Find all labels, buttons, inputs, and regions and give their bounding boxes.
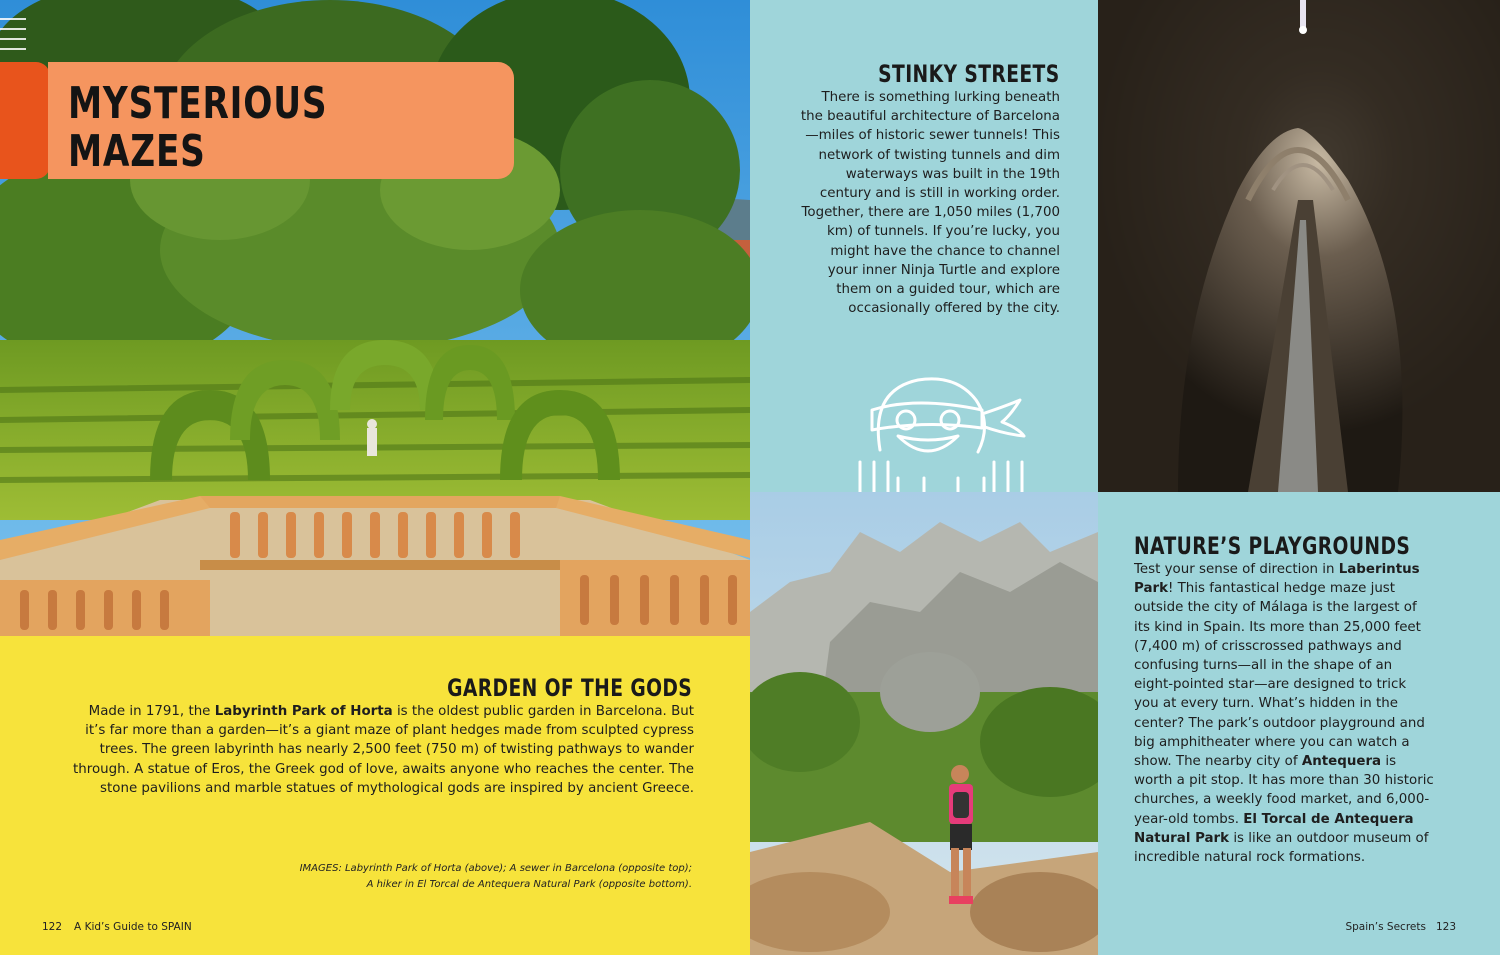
- image-caption: [300, 861, 692, 893]
- stinky-body: There is something lurking beneath the beautiful architecture of Barcelona—miles of historic sewer tunnels! This network of twisting tunnels and dim waterways was built in the 19th century and is still in working order. Together, there are 1,050 miles (1,700 km) of tunnels. If you’re lucky, you might have the chance to channel your inner Ninja Turtle and explore them on a guided tour, which are occasionally offered by the city.: [800, 90, 1060, 317]
- hiker-photo: [750, 492, 1098, 955]
- garden-panel: [0, 636, 750, 955]
- stinky-panel: [750, 0, 1098, 492]
- antequera-link: Antequera: [1301, 754, 1382, 770]
- caption-line-2: A hiker in El Torcal de Antequera Natural Park (opposite bottom).: [366, 879, 692, 890]
- garden-heading: GARDEN OF THE GODS: [446, 674, 692, 702]
- stinky-heading: STINKY STREETS: [878, 60, 1060, 88]
- page-title: MYSTERIOUS MAZES: [68, 78, 328, 177]
- left-footer: [42, 921, 192, 933]
- torcal-park-link: El Torcal de Antequera Natural Park: [1134, 811, 1414, 846]
- section-title: Spain’s Secrets: [1345, 921, 1426, 933]
- labyrinth-park-link: Labyrinth Park of Horta: [214, 704, 393, 719]
- right-footer: [1345, 921, 1456, 933]
- ninja-turtle-icon: [806, 370, 1046, 504]
- caption-line-1: IMAGES: Labyrinth Park of Horta (above); A sewer in Barcelona (opposite top);: [299, 863, 692, 874]
- left-page-number: 122: [42, 921, 63, 933]
- nature-panel: [1098, 492, 1500, 955]
- sewer-image: [1098, 0, 1500, 492]
- sewer-photo: [1098, 0, 1500, 492]
- title-box: [48, 62, 514, 179]
- nature-heading: NATURE’S PLAYGROUNDS: [1134, 532, 1411, 560]
- book-title: A Kid’s Guide to SPAIN: [74, 921, 192, 933]
- title-tab: [0, 62, 50, 179]
- torcal-hiker-image: [750, 492, 1098, 955]
- nature-body: Test your sense of direction in Laberintus Park! This fantastical hedge maze just outside the city of Málaga is the largest of its kind in Spain. Its more than 25,000 feet (7,400 m) of crisscrossed pathways and confusing turns—all in the shape of an eight-pointed star—are designed to trick you at every turn. What’s hidden in the center? The park’s outdoor playground and big amphitheater where you can watch a show. The nearby city of Antequera is worth a pit stop. It has more than 30 historic churches, a weekly food market, and 6,000-year-old tombs. El Torcal de Antequera Natural Park is like an outdoor museum of incredible natural rock formations.: [1134, 562, 1434, 866]
- garden-body: Made in 1791, the Labyrinth Park of Horta is the oldest public garden in Barcelona. But it’s far more than a garden—it’s a giant maze of plant hedges made from sculpted cypress trees. The green labyrinth has nearly 2,500 feet (750 m) of twisting pathways to wander through. A statue of Eros, the Greek god of love, awaits anyone who reaches the center. The stone pavilions and marble statues of mythological gods are inspired by ancient Greece.: [73, 704, 694, 796]
- laberintus-park-link: Laberintus Park: [1134, 562, 1420, 597]
- right-page-number: 123: [1435, 921, 1456, 933]
